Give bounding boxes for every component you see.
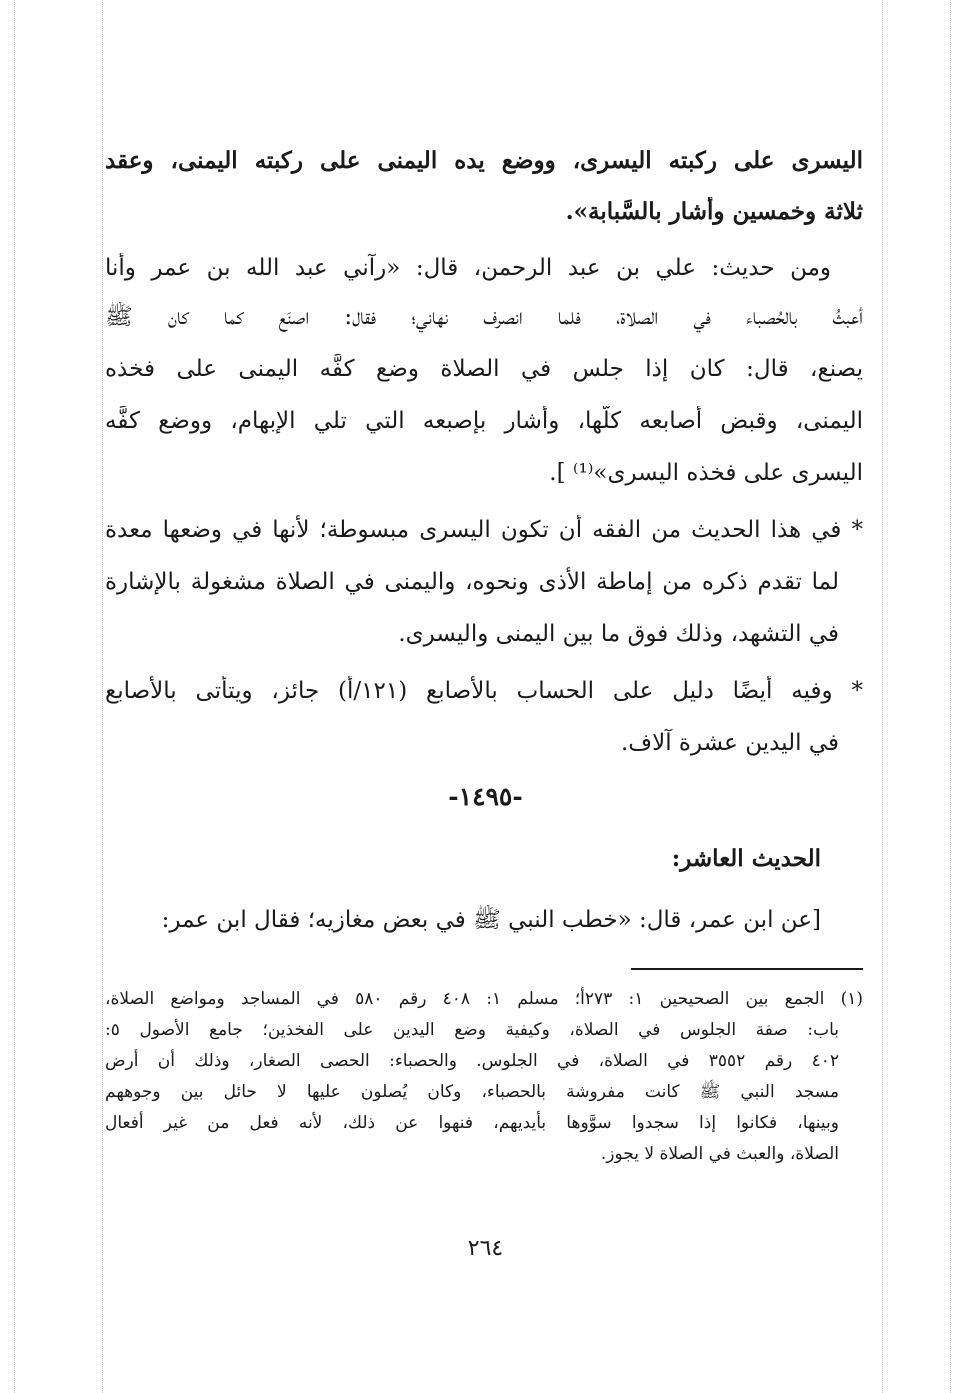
bullet-text: في هذا الحديث من الفقه أن تكون اليسرى مبسوطة؛ لأنها في وضعها معدة — [105, 517, 842, 543]
bullet-item — [105, 515, 863, 547]
scan-guide-line — [102, 0, 103, 1393]
body-line: يصنع، قال: كان إذا جلس في الصلاة وضع كفَّه اليمنى على فخذه — [105, 356, 863, 382]
body-line: اليسرى على ركبته اليسرى، ووضع يده اليمنى على ركبته اليمنى، وعقد — [105, 147, 863, 174]
bullet-item — [105, 676, 863, 708]
footnote-line: (١) الجمع بين الصحيحين ١: ٢٧٣أ؛ مسلم ١: ٤٠٨ رقم ٥٨٠ في المساجد ومواضع الصلاة، — [105, 989, 863, 1009]
hadith-intro: [عن ابن عمر، قال: «خطب النبي ﷺ في بعض مغازيه؛ فقال ابن عمر: — [161, 907, 821, 933]
body-line: اليسرى على فخذه اليسرى»⁽¹⁾ ]. — [549, 460, 863, 486]
footnote-line: باب: صفة الجلوس في الصلاة، وكيفية وضع اليدين على الفخذين؛ جامع الأصول ٥: — [105, 1020, 839, 1040]
footnote-line: مسجد النبي ﷺ كانت مفروشة بالحصباء، وكان يُصلون عليها لا حائل بين وجوههم — [105, 1082, 839, 1102]
hadith-number: -١٤٩٥- — [448, 782, 523, 811]
footnote-rule — [631, 968, 863, 970]
body-line: أعبثُ بالحُصباء في الصلاة، فلما انصرف نهاني؛ فقال: اصنَع كما كان ﷺ — [105, 304, 863, 330]
bullet-line: في اليدين عشرة آلاف. — [620, 730, 839, 756]
bullet-text: وفيه أيضًا دليل على الحساب بالأصابع (١٢١/أ) جائز، ويتأتى بالأصابع — [105, 678, 833, 704]
footnote-line: وبينها، فكانوا إذا سجدوا سوَّوها بأيديهم، فنهوا عن ذلك، لأنه فعل من غير أفعال — [105, 1113, 839, 1133]
bullet-line: لما تقدم ذكره من إماطة الأذى ونحوه، واليمنى في الصلاة مشغولة بالإشارة — [105, 569, 839, 595]
body-line: ثلاثة وخمسين وأشار بالسَّبابة». — [565, 198, 863, 225]
body-line: ومن حديث: علي بن عبد الرحمن، قال: «رآني عبد الله بن عمر وأنا — [105, 255, 831, 281]
bullet-marker: * — [851, 517, 863, 543]
page-number: ٢٦٤ — [467, 1236, 504, 1261]
bullet-line: في التشهد، وذلك فوق ما بين اليمنى واليسرى. — [398, 621, 839, 647]
scan-guide-line — [14, 0, 15, 1393]
footnote-line: ٤٠٢ رقم ٣٥٥٢ في الصلاة، في الجلوس. والحصباء: الحصى الصغار، وذلك أن أرض — [105, 1051, 839, 1071]
body-line: اليمنى، وقبض أصابعه كلَّها، وأشار بإصبعه التي تلي الإبهام، ووضع كفَّه — [105, 408, 863, 434]
section-heading: الحديث العاشر: — [671, 845, 821, 872]
scan-guide-line — [882, 0, 883, 1393]
scan-guide-line — [950, 0, 951, 1393]
bullet-marker: * — [851, 678, 863, 704]
footnote-line: الصلاة، والعبث في الصلاة لا يجوز. — [600, 1144, 839, 1164]
